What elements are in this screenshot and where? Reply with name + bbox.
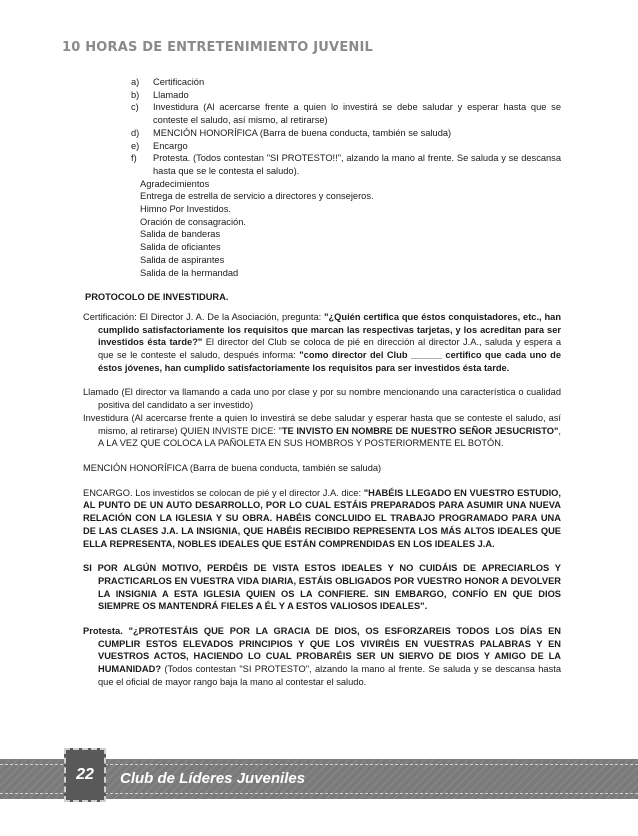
si-por-paragraph: SI POR ALGÚN MOTIVO, PERDÉIS DE VISTA ESTOS IDEALES Y NO CUIDÁIS DE APRECIARLOS Y PRACTICARLOS EN VUESTRA VIDA DIARIA, ESTÁIS OBLIGADOS POR VUESTRO HONOR A DEVOLVER LA INSIGNIA A ESTA IGLESIA QUIEN OS LA CONFIERE. SIN EMBARGO, CONFÍO EN QUE DIOS SIEMPRE OS MANTENDRÁ FIELES A ÉL Y A ESTOS VALIOSOS IDEALES". [83,563,561,612]
program-item: Himno Por Investidos. [140,204,231,215]
page-content [83,76,561,689]
list-text: Investidura (Al acercarse frente a quien lo investirá se debe saludar y esperar hasta que se conteste el saludo, así mismo, al retirarse) [153,102,561,126]
encargo-paragraph [83,487,561,551]
list-letter: b) [131,89,140,100]
program-item: Salida de banderas [140,229,221,240]
certification-intro: Certificación: El Director J. A. De la Asociación, pregunta: [83,311,325,322]
protesta-paragraph [83,625,561,689]
list-letter: f) [131,153,137,164]
list-letter: c) [131,102,139,113]
investidura-action: , A LA VEZ QUE COLOCA LA PAÑOLETA EN SUS HOMBROS Y POSTERIORMENTE EL BOTÓN. [98,425,561,449]
ceremony-list [131,76,561,178]
program-item: Entrega de estrella de servicio a directores y consejeros. [140,191,374,202]
program-item: Salida de oficiantes [140,242,221,253]
list-text: Llamado [153,89,189,100]
protesta-label: Protesta. [83,626,123,637]
page-number: 22 [64,748,106,802]
protesta-instruction: (Todos contestan "SI PROTESTO", alzando la mano al frente. Se saluda y se descansa hasta que el oficial de mayor rango baja la mano al contestar el saludo. [98,664,561,687]
program-item: Oración de consagración. [140,216,246,227]
list-item [131,127,561,140]
list-text: Certificación [153,77,205,87]
list-text: Encargo [153,140,188,151]
program-list [140,178,561,280]
program-item: Salida de la hermandad [140,267,239,278]
llamado-paragraph: Llamado (El director va llamando a cada uno por clase y por su nombre mencionando una característica o cualidad positiva del candidato a ser investido) [83,387,561,411]
list-item [131,101,561,126]
investidura-paragraph [83,412,561,450]
protocol-heading: PROTOCOLO DE INVESTIDURA. [85,292,229,303]
protesta-question: "¿PROTESTÁIS QUE POR LA GRACIA DE DIOS, OS ESFORZAREIS TODOS LOS DÍAS EN CUMPLIR ESTOS ELEVADOS PRINCIPIOS Y QUE LOS VIVIRÉIS EN VUESTRAS PALABRAS Y EN VUESTROS ACTOS, HACIENDO LO CUAL PROBARÉIS SER UN SIERVO DE DIOS Y AMIGO DE LA HUMANIDAD? [98,626,561,675]
list-letter: a) [131,77,140,87]
list-letter: e) [131,140,140,151]
list-item [131,89,561,102]
list-item [131,76,561,89]
program-item: Agradecimientos [140,178,210,189]
certification-instruction: El director del Club se coloca de pié en dirección al director J.A., saluda y espera a que se le conteste el saludo, después informa: [98,337,562,361]
program-item: Salida de aspirantes [140,254,225,265]
list-item [131,152,561,177]
investidura-words: TE INVISTO EN NOMBRE DE NUESTRO SEÑOR JESUCRISTO" [281,425,559,436]
certification-question: "¿Quién certifica que éstos conquistadores, etc., han cumplido satisfactoriamente los requisitos que marcan las respectivas tarjetas, y los acreditan para ser investidos ésta tarde?" [98,311,561,348]
encargo-intro: ENCARGO. Los investidos se colocan de pié y el director J.A. dice: [83,487,364,498]
list-letter: d) [131,127,140,138]
list-text: Protesta. (Todos contestan "SI PROTESTO!!", alzando la mano al frente. Se saluda y se descansa hasta que se le contesta el saludo). [153,153,561,176]
certification-paragraph [83,311,561,375]
certification-answer: "como director del Club ______ certifico que cada uno de éstos jóvenes, han cumplido satisfactoriamente los requisitos para ser investidos ésta tarde. [98,350,561,373]
investidura-intro: Investidura (Al acercarse frente a quien lo investirá se debe saludar y esperar hasta que se conteste el saludo, así mismo, al retirarse) QUIEN INVISTE DICE: " [83,412,561,436]
list-item [131,140,561,153]
mencion-paragraph: MENCIÓN HONORÍFICA (Barra de buena conducta, también se saluda) [83,462,382,473]
list-text: MENCIÓN HONORÍFICA (Barra de buena conducta, también se saluda) [153,127,452,138]
footer-title: Club de Líderes Juveniles [120,770,306,787]
encargo-speech: "HABÉIS LLEGADO EN VUESTRO ESTUDIO, AL PUNTO DE UN AUTO DESARROLLO, POR LO CUAL ESTÁIS PREPARADOS PARA ASUMIR UNA NUEVA RELACIÓN CON LA IGLESIA Y SU OBRA. HABÉIS CONCLUIDO EL TRABAJO PROGRAMADO PARA UNA DE LAS CLASES J.A. LA INSIGNIA, QUE HABÉIS RECIBIDO REPRESENTA LOS MÁS ALTOS IDEALES QUE ELLA REPRESENTA, NOBLES IDEALES QUE ESTÁN COMPRENDIDAS EN LOS IDEALES J.A. [83,487,561,549]
running-header: 10 HORAS DE ENTRETENIMIENTO JUVENIL [62,40,374,55]
